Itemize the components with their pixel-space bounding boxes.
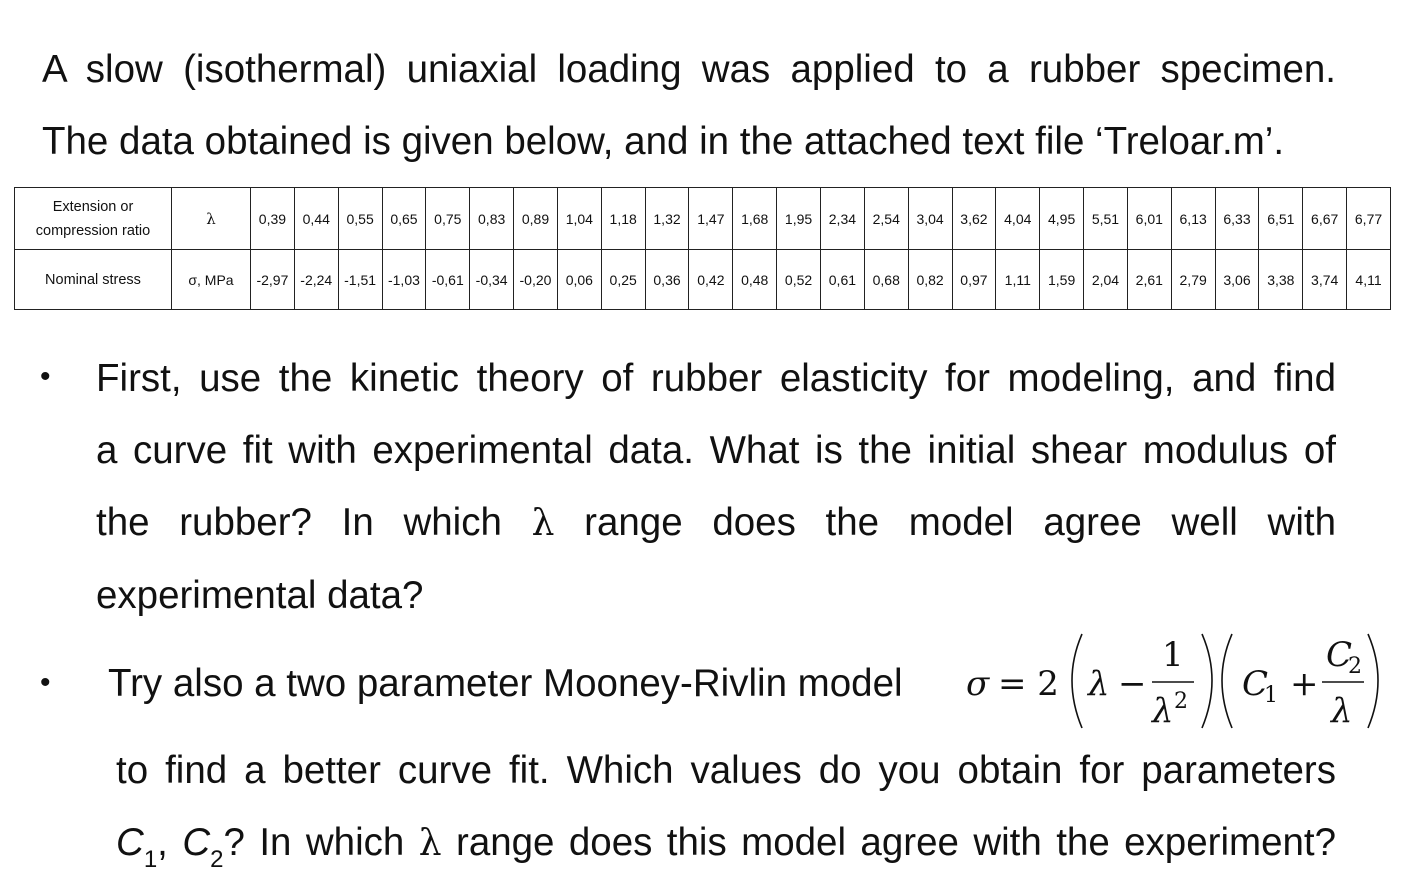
lambda-symbol-cell: λ — [172, 188, 251, 250]
stress-value-cell: -0,34 — [470, 250, 514, 310]
c2-subscript: 2 — [210, 846, 224, 873]
sigma-symbol-cell: σ, MPa — [172, 250, 251, 310]
formula-minus: − — [1118, 664, 1147, 704]
question-1-line-3-end: range does the model agree well with — [584, 501, 1336, 544]
lambda-value-cell: 0,89 — [514, 188, 558, 250]
question-2-line-3-question: ? In which — [223, 821, 405, 864]
formula-denominator-lambda: λ — [1152, 691, 1174, 731]
stress-value-cell: 1,59 — [1040, 250, 1084, 310]
lambda-value-cell: 6,67 — [1303, 188, 1347, 250]
c2-base: C — [182, 821, 211, 864]
stress-value-cell: 0,48 — [733, 250, 777, 310]
row-label-extension — [15, 188, 172, 250]
stress-value-cell: 2,79 — [1171, 250, 1215, 310]
question-2-continuation — [116, 735, 1336, 884]
stress-value-cell: 3,74 — [1303, 250, 1347, 310]
lambda-value-cell: 2,54 — [864, 188, 908, 250]
formula-c1-subscript: 1 — [1264, 683, 1278, 708]
stress-value-cell: -0,20 — [514, 250, 558, 310]
formula-c2-subscript: 2 — [1348, 654, 1362, 679]
lambda-value-cell: 0,44 — [294, 188, 338, 250]
question-1-line-3-start: the rubber? In which — [96, 501, 502, 544]
lambda-symbol-2: λ — [418, 823, 442, 864]
lambda-value-cell: 1,47 — [689, 188, 733, 250]
lambda-value-cell: 3,62 — [952, 188, 996, 250]
lambda-value-cell: 1,04 — [557, 188, 601, 250]
stress-value-cell: 1,11 — [996, 250, 1040, 310]
question-1-line-2: a curve fit with experimental data. What is the initial shear modulus of — [96, 429, 1336, 472]
formula-sigma: σ — [966, 664, 990, 704]
lambda-value-cell: 6,13 — [1171, 188, 1215, 250]
question-2-line-2: to find a better curve fit. Which values do you obtain for parameters — [116, 749, 1336, 792]
formula-lambda: λ — [1088, 664, 1110, 704]
stress-value-cell: -2,97 — [251, 250, 295, 310]
row-label-extension-line1: Extension or — [52, 198, 134, 215]
stress-value-cell: -1,51 — [338, 250, 382, 310]
stress-value-cell: 0,36 — [645, 250, 689, 310]
stress-value-cell: 0,42 — [689, 250, 733, 310]
lambda-value-cell: 6,51 — [1259, 188, 1303, 250]
formula-right-paren-2 — [1368, 634, 1378, 728]
mooney-rivlin-formula — [962, 626, 1392, 734]
row-label-extension-line2: compression ratio — [35, 222, 151, 239]
formula-plus: + — [1290, 664, 1319, 704]
lambda-value-cell: 6,77 — [1347, 188, 1391, 250]
stress-value-cell: 4,11 — [1347, 250, 1391, 310]
stress-value-cell: 0,52 — [777, 250, 821, 310]
stress-value-cell: 0,97 — [952, 250, 996, 310]
formula-c2-denominator-lambda: λ — [1331, 691, 1353, 731]
table-row-extension — [15, 188, 1391, 250]
formula-numerator-1: 1 — [1162, 635, 1184, 675]
formula-left-paren-2 — [1222, 634, 1232, 728]
bullet-2: • — [40, 666, 51, 699]
stress-value-cell: 0,61 — [820, 250, 864, 310]
lambda-value-cell: 4,95 — [1040, 188, 1084, 250]
lambda-value-cell: 2,34 — [820, 188, 864, 250]
bullet-1: • — [40, 360, 51, 393]
formula-left-paren-1 — [1072, 634, 1082, 728]
stress-value-cell: 2,04 — [1084, 250, 1128, 310]
stress-value-cell: 2,61 — [1127, 250, 1171, 310]
stress-value-cell: 0,25 — [601, 250, 645, 310]
stress-value-cell: 3,38 — [1259, 250, 1303, 310]
lambda-value-cell: 5,51 — [1084, 188, 1128, 250]
lambda-value-cell: 6,33 — [1215, 188, 1259, 250]
data-table — [14, 187, 1391, 310]
lambda-value-cell: 0,83 — [470, 188, 514, 250]
lambda-value-cell: 0,65 — [382, 188, 426, 250]
lambda-value-cell: 1,95 — [777, 188, 821, 250]
intro-paragraph — [42, 34, 1336, 178]
lambda-value-cell: 1,68 — [733, 188, 777, 250]
question-1-line-1: First, use the kinetic theory of rubber elasticity for modeling, and find — [96, 357, 1336, 400]
stress-value-cell: 0,06 — [557, 250, 601, 310]
question-2-line-3 — [116, 807, 1336, 884]
formula-equals: = 2 — [998, 664, 1059, 704]
lambda-value-cell: 3,04 — [908, 188, 952, 250]
row-label-stress: Nominal stress — [15, 250, 172, 310]
question-2-line-3-end: range does this model agree with the experiment? — [456, 821, 1337, 864]
question-2-line-1: Try also a two parameter Mooney-Rivlin model — [108, 662, 903, 705]
lambda-value-cell: 0,75 — [426, 188, 470, 250]
formula-denominator-exponent: 2 — [1174, 689, 1188, 714]
formula-c2: C — [1326, 635, 1353, 675]
lambda-value-cell: 1,18 — [601, 188, 645, 250]
lambda-value-cell: 4,04 — [996, 188, 1040, 250]
formula-c1: C — [1242, 664, 1269, 704]
lambda-value-cell: 6,01 — [1127, 188, 1171, 250]
lambda-value-cell: 1,32 — [645, 188, 689, 250]
question-1-line-3 — [96, 487, 1336, 560]
intro-line-1: A slow (isothermal) uniaxial loading was applied to a rubber specimen. — [42, 48, 1336, 91]
stress-value-cell: 0,68 — [864, 250, 908, 310]
intro-line-2: The data obtained is given below, and in the attached text file ‘Treloar.m’. — [42, 120, 1285, 163]
c1-symbol — [116, 821, 158, 873]
formula-right-paren-1 — [1202, 634, 1212, 728]
lambda-symbol: λ — [531, 503, 555, 544]
lambda-value-cell: 0,39 — [251, 188, 295, 250]
stress-value-cell: 3,06 — [1215, 250, 1259, 310]
c2-symbol — [182, 821, 224, 873]
stress-value-cell: -1,03 — [382, 250, 426, 310]
question-1-line-4: experimental data? — [96, 574, 424, 617]
c1-subscript: 1 — [143, 846, 158, 873]
stress-value-cell: 0,82 — [908, 250, 952, 310]
stress-value-cell: -2,24 — [294, 250, 338, 310]
stress-value-cell: -0,61 — [426, 250, 470, 310]
question-1 — [96, 343, 1336, 632]
lambda-value-cell: 0,55 — [338, 188, 382, 250]
c1-base: C — [116, 821, 144, 864]
comma: , — [157, 821, 168, 864]
table-row-stress — [15, 250, 1391, 310]
